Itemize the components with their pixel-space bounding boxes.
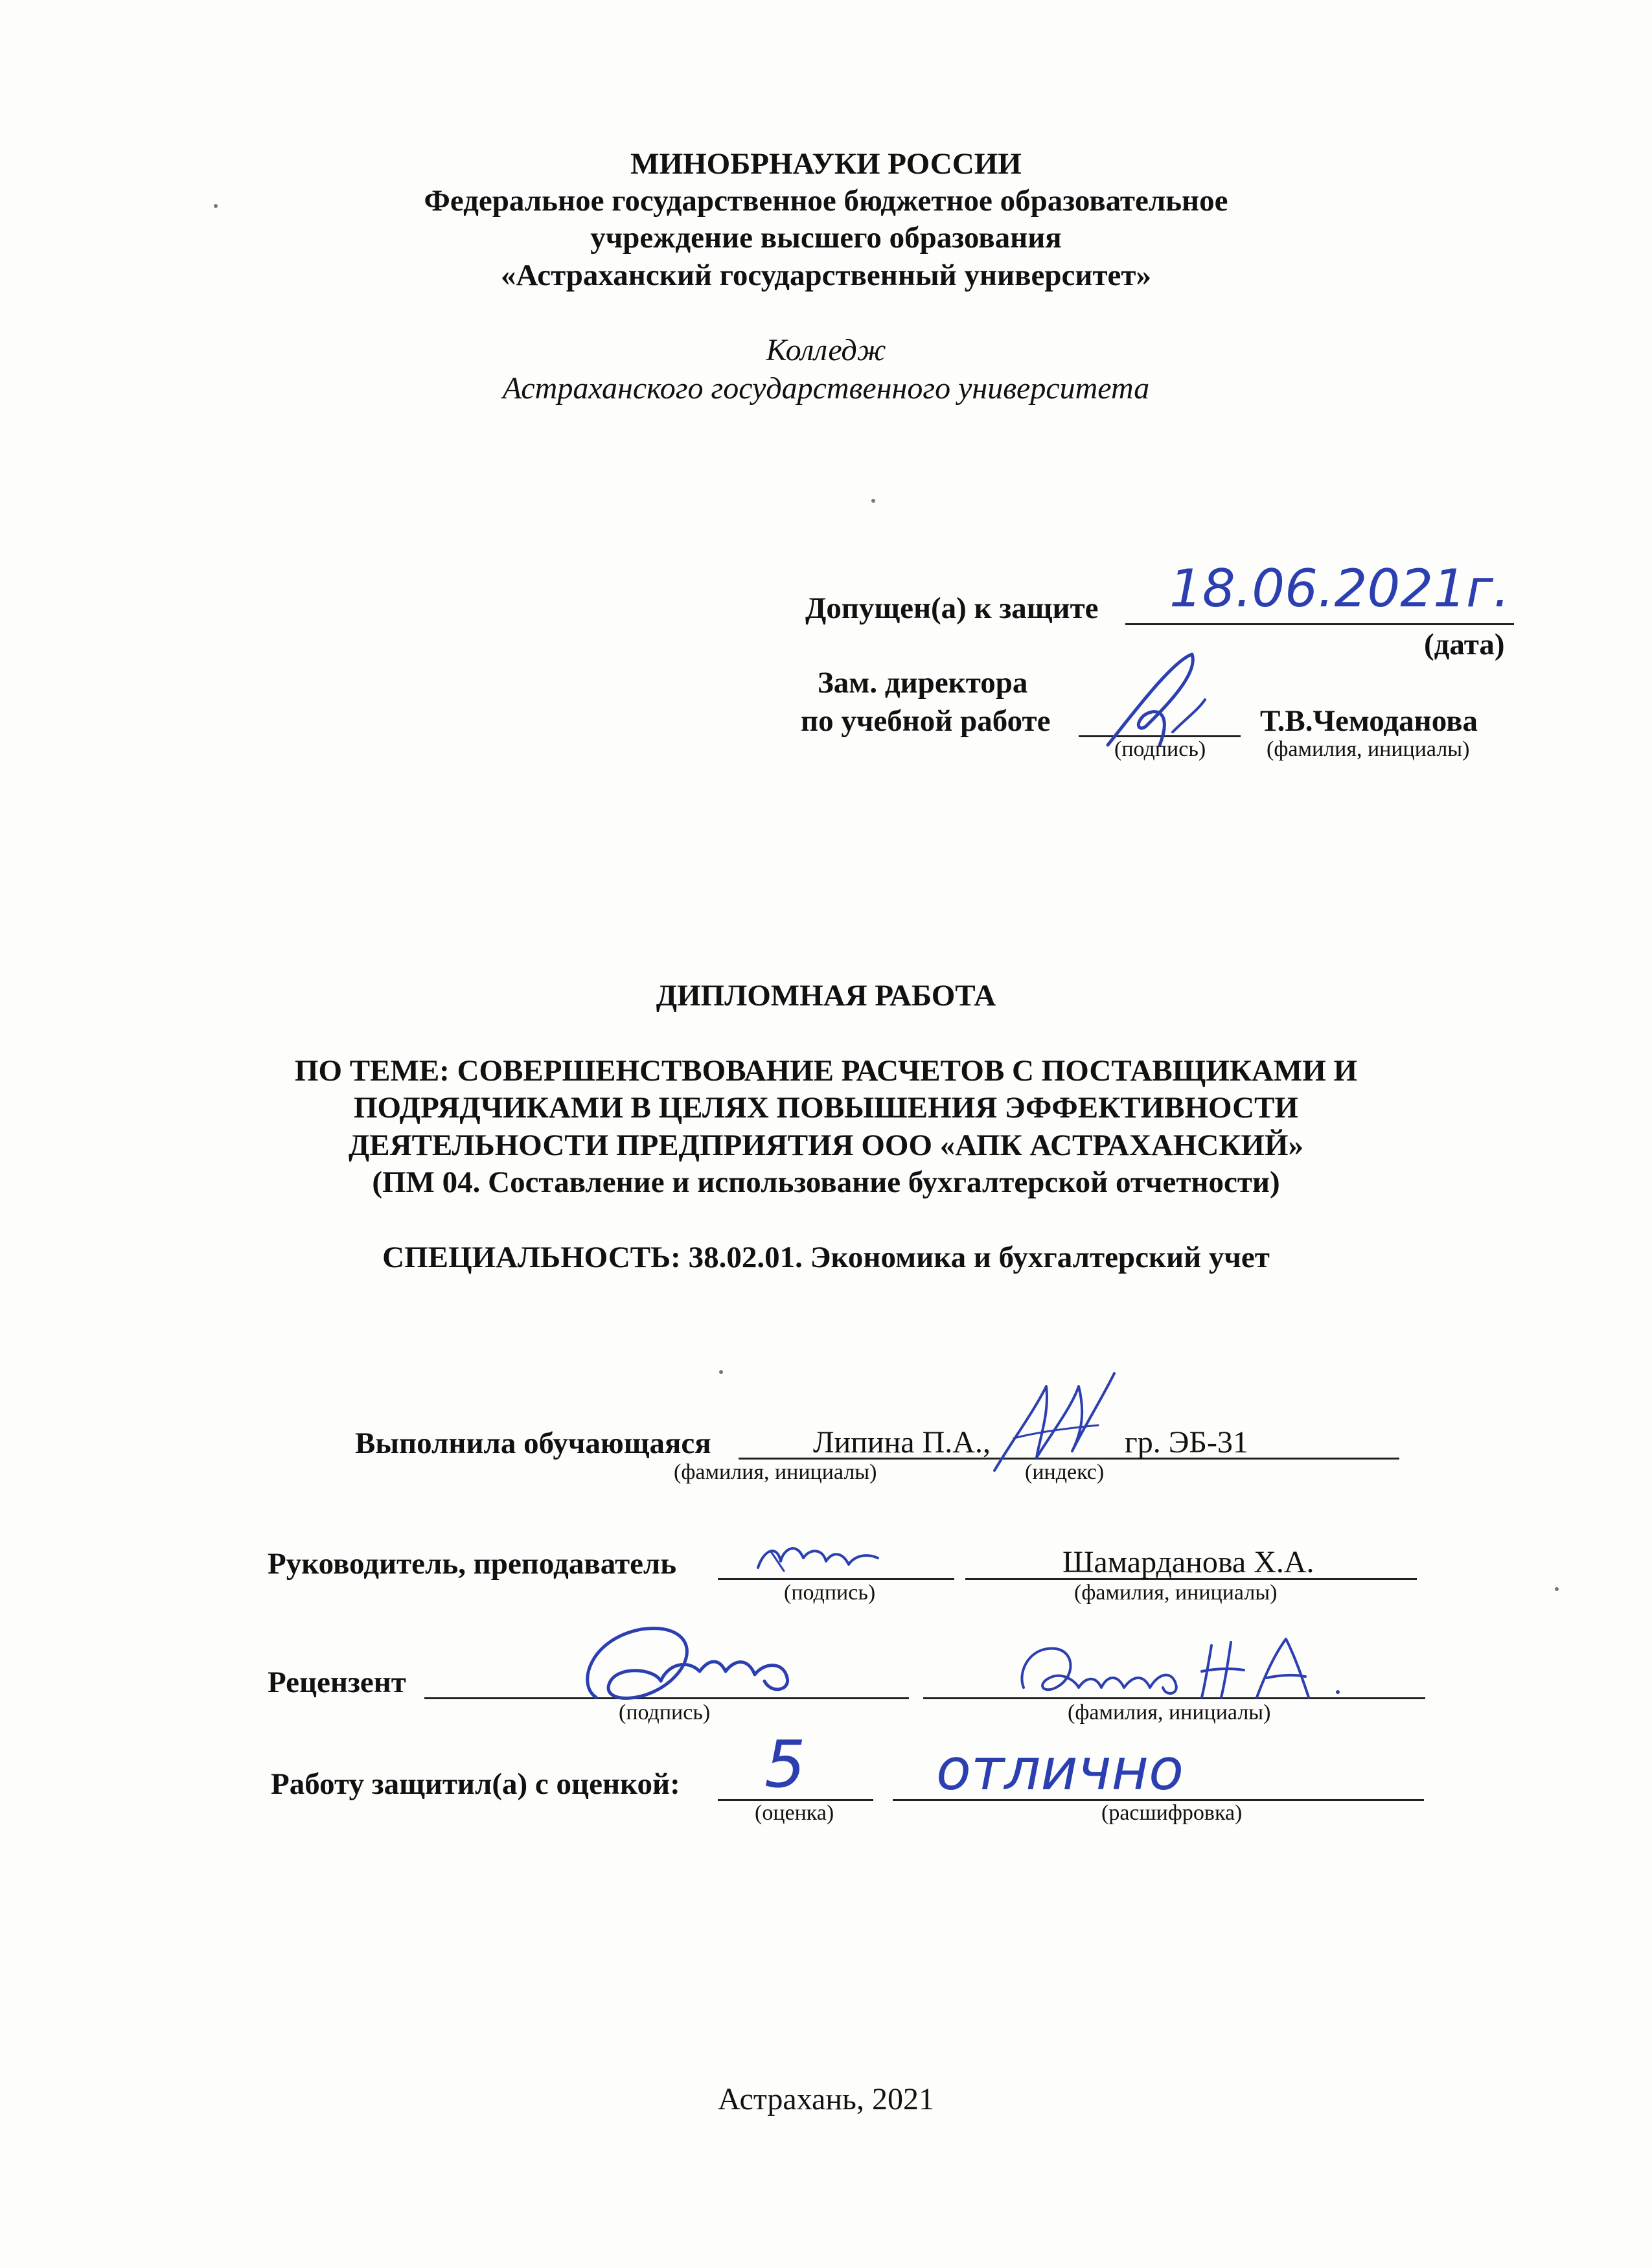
student-group-caption: (индекс) — [1025, 1460, 1105, 1484]
city-year: Астрахань, 2021 — [718, 2082, 934, 2116]
specialty-line: СПЕЦИАЛЬНОСТЬ: 38.02.01. Экономика и бухгалтерский учет — [382, 1241, 1270, 1274]
student-group: гр. ЭБ-31 — [1125, 1425, 1248, 1460]
student-signature-image — [975, 1360, 1124, 1477]
scan-speck — [214, 204, 218, 208]
supervisor-name: Шамарданова Х.А. — [1062, 1545, 1314, 1579]
admission-date-line — [1125, 623, 1514, 625]
topic-line-1: ПО ТЕМЕ: СОВЕРШЕНСТВОВАНИЕ РАСЧЕТОВ С ПОСТАВЩИКАМИ И — [294, 1054, 1358, 1088]
supervisor-signature-caption: (подпись) — [784, 1581, 876, 1605]
decoding-caption: (расшифровка) — [1101, 1801, 1243, 1825]
ministry-heading: МИНОБРНАУКИ РОССИИ — [630, 147, 1022, 181]
topic-line-2: ПОДРЯДЧИКАМИ В ЦЕЛЯХ ПОВЫШЕНИЯ ЭФФЕКТИВНОСТИ — [354, 1091, 1298, 1125]
topic-line-3: ДЕЯТЕЛЬНОСТИ ПРЕДПРИЯТИЯ ООО «АПК АСТРАХАНСКИЙ» — [348, 1128, 1304, 1162]
reviewer-label: Рецензент — [268, 1666, 406, 1699]
college-line-1: Колледж — [766, 333, 886, 367]
college-line-2: Астраханского государственного университета — [502, 371, 1150, 406]
date-caption: (дата) — [1424, 628, 1505, 661]
university-name: «Астраханский государственный университет» — [500, 258, 1151, 292]
position-line-2: по учебной работе — [801, 704, 1051, 738]
supervisor-signature-image — [751, 1535, 881, 1581]
admission-label: Допущен(а) к защите — [805, 591, 1099, 625]
scan-speck — [719, 1370, 723, 1374]
grade-label: Работу защитил(а) с оценкой: — [271, 1767, 680, 1801]
scan-speck — [1555, 1587, 1559, 1591]
position-line-1: Зам. директора — [818, 666, 1028, 700]
grade-caption: (оценка) — [755, 1801, 834, 1825]
institution-line-2: учреждение высшего образования — [590, 221, 1062, 255]
reviewer-signature-caption: (подпись) — [619, 1701, 711, 1724]
reviewer-name-caption: (фамилия, инициалы) — [1068, 1701, 1271, 1724]
supervisor-name-caption: (фамилия, инициалы) — [1074, 1581, 1278, 1605]
deputy-signature-caption: (подпись) — [1114, 737, 1206, 761]
document-type: ДИПЛОМНАЯ РАБОТА — [656, 979, 996, 1013]
student-name: Липина П.А., — [813, 1425, 991, 1460]
student-label: Выполнила обучающаяся — [355, 1426, 711, 1460]
supervisor-label: Руководитель, преподаватель — [268, 1547, 677, 1581]
reviewer-name-handwritten — [1011, 1632, 1348, 1704]
scan-speck — [871, 499, 875, 503]
grade-handwritten: 5 — [764, 1726, 806, 1802]
decoding-handwritten: отлично — [936, 1736, 1184, 1803]
deputy-name: Т.В.Чемоданова — [1260, 704, 1478, 738]
admission-date-handwritten: 18.06.2021г. — [1169, 558, 1510, 619]
deputy-name-caption: (фамилия, инициалы) — [1267, 737, 1470, 761]
module-line: (ПМ 04. Составление и использование бухгалтерской отчетности) — [372, 1165, 1280, 1199]
student-name-caption: (фамилия, инициалы) — [674, 1460, 877, 1484]
institution-line-1: Федеральное государственное бюджетное образовательное — [424, 184, 1228, 218]
